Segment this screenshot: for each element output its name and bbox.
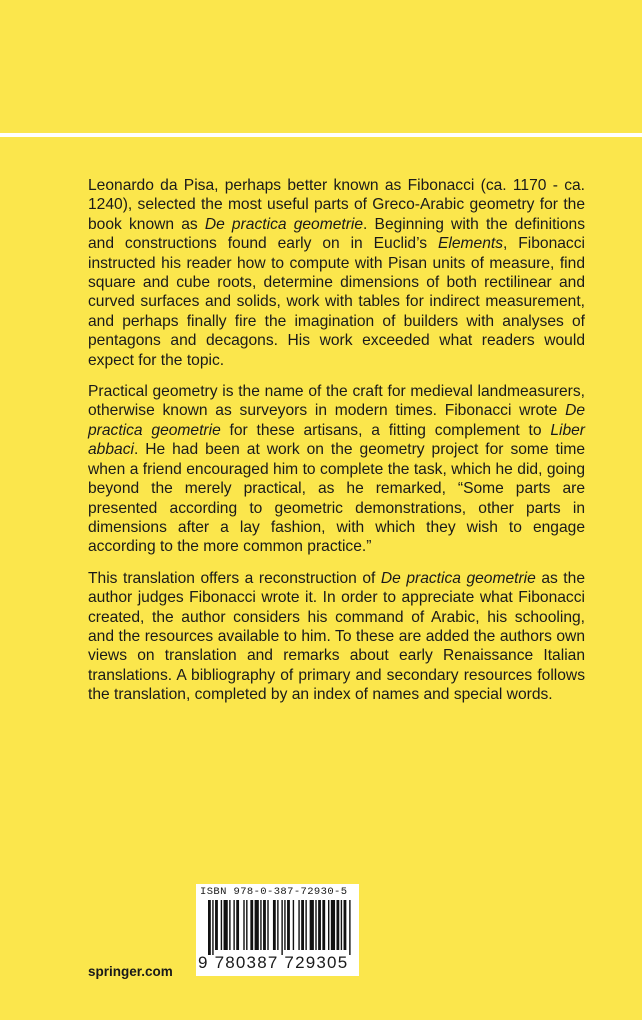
isbn-label: ISBN 978-0-387-72930-5 [200, 886, 348, 898]
barcode-bar [267, 900, 268, 950]
barcode-bar [341, 900, 342, 950]
barcode-bar [212, 900, 213, 955]
barcode-bar [221, 900, 222, 950]
barcode-bars [208, 900, 352, 955]
barcode-bar [243, 900, 244, 950]
barcode-bar [318, 900, 321, 950]
barcode-bar [287, 900, 290, 950]
blurb-paragraph-3: This translation offers a reconstruction of De practica geometrie as the author judges Fibonacci wrote it. In order to appreciate what Fibonacci created, the author considers his command of Arabic, his schooling, and the resources available to him. To these are added the authors own views on translation and remarks about early Renaissance Italian translations. A bibliography of primary and secondary resources follows the translation, completed by an index of names and special words. [88, 569, 585, 704]
divider-rule [0, 133, 642, 137]
barcode-bar [331, 900, 335, 950]
barcode-bar [281, 900, 282, 955]
barcode-bar [215, 900, 218, 950]
barcode-bar [255, 900, 259, 950]
barcode-bar [260, 900, 261, 950]
barcode-bar [310, 900, 314, 950]
barcode-bar [208, 900, 211, 955]
barcode-bar [293, 900, 294, 950]
barcode-bar [349, 900, 350, 955]
barcode-bar [233, 900, 234, 950]
barcode-bar [273, 900, 276, 950]
barcode-bar [322, 900, 325, 950]
publisher-url: springer.com [88, 964, 173, 979]
barcode-bar [250, 900, 253, 950]
barcode-bar [336, 900, 339, 950]
barcode-bar [301, 900, 304, 950]
barcode-digits: 9 780387 729305 [198, 953, 349, 972]
back-cover-blurb [88, 176, 585, 717]
barcode-bar [344, 900, 347, 950]
blurb-paragraph-2: Practical geometry is the name of the craft for medieval landmeasurers, otherwise known as surveyors in modern times. Fibonacci wrote De practica geometrie for these artisans, a fitting complement to Liber abbaci. He had been at work on the geometry project for some time when a friend encouraged him to complete the task, which he did, going beyond the merely practical, as he remarked, “Some parts are presented according to geometric demonstrations, other parts in dimensions after a lay fashion, with which they wish to engage according to the more common practice.” [88, 383, 585, 556]
barcode-bar [298, 900, 299, 950]
barcode-bar [246, 900, 247, 950]
isbn-barcode [196, 884, 359, 976]
blurb-paragraph-1: Leonardo da Pisa, perhaps better known as Fibonacci (ca. 1170 - ca. 1240), selected the most useful parts of Greco-Arabic geometry for the book known as De practica geometrie. Beginning with the definitions and constructions found early on in Euclid’s Elements, Fibonacci instructed his reader how to compute with Pisan units of measure, find square and cube roots, determine dimensions of both rectilinear and curved surfaces and solids, work with tables for indirect measurement, and perhaps finally fire the imagination of builders with analyses of pentagons and decagons. His work exceeded what readers would expect for the topic. [88, 177, 586, 369]
barcode-bar [224, 900, 228, 950]
barcode-bar [277, 900, 278, 950]
barcode-bar [328, 900, 329, 950]
barcode-bar [315, 900, 316, 950]
barcode-bar [236, 900, 239, 950]
barcode-bar [263, 900, 266, 950]
barcode-bar [305, 900, 306, 950]
barcode-bar [284, 900, 285, 950]
barcode-bar [229, 900, 230, 950]
